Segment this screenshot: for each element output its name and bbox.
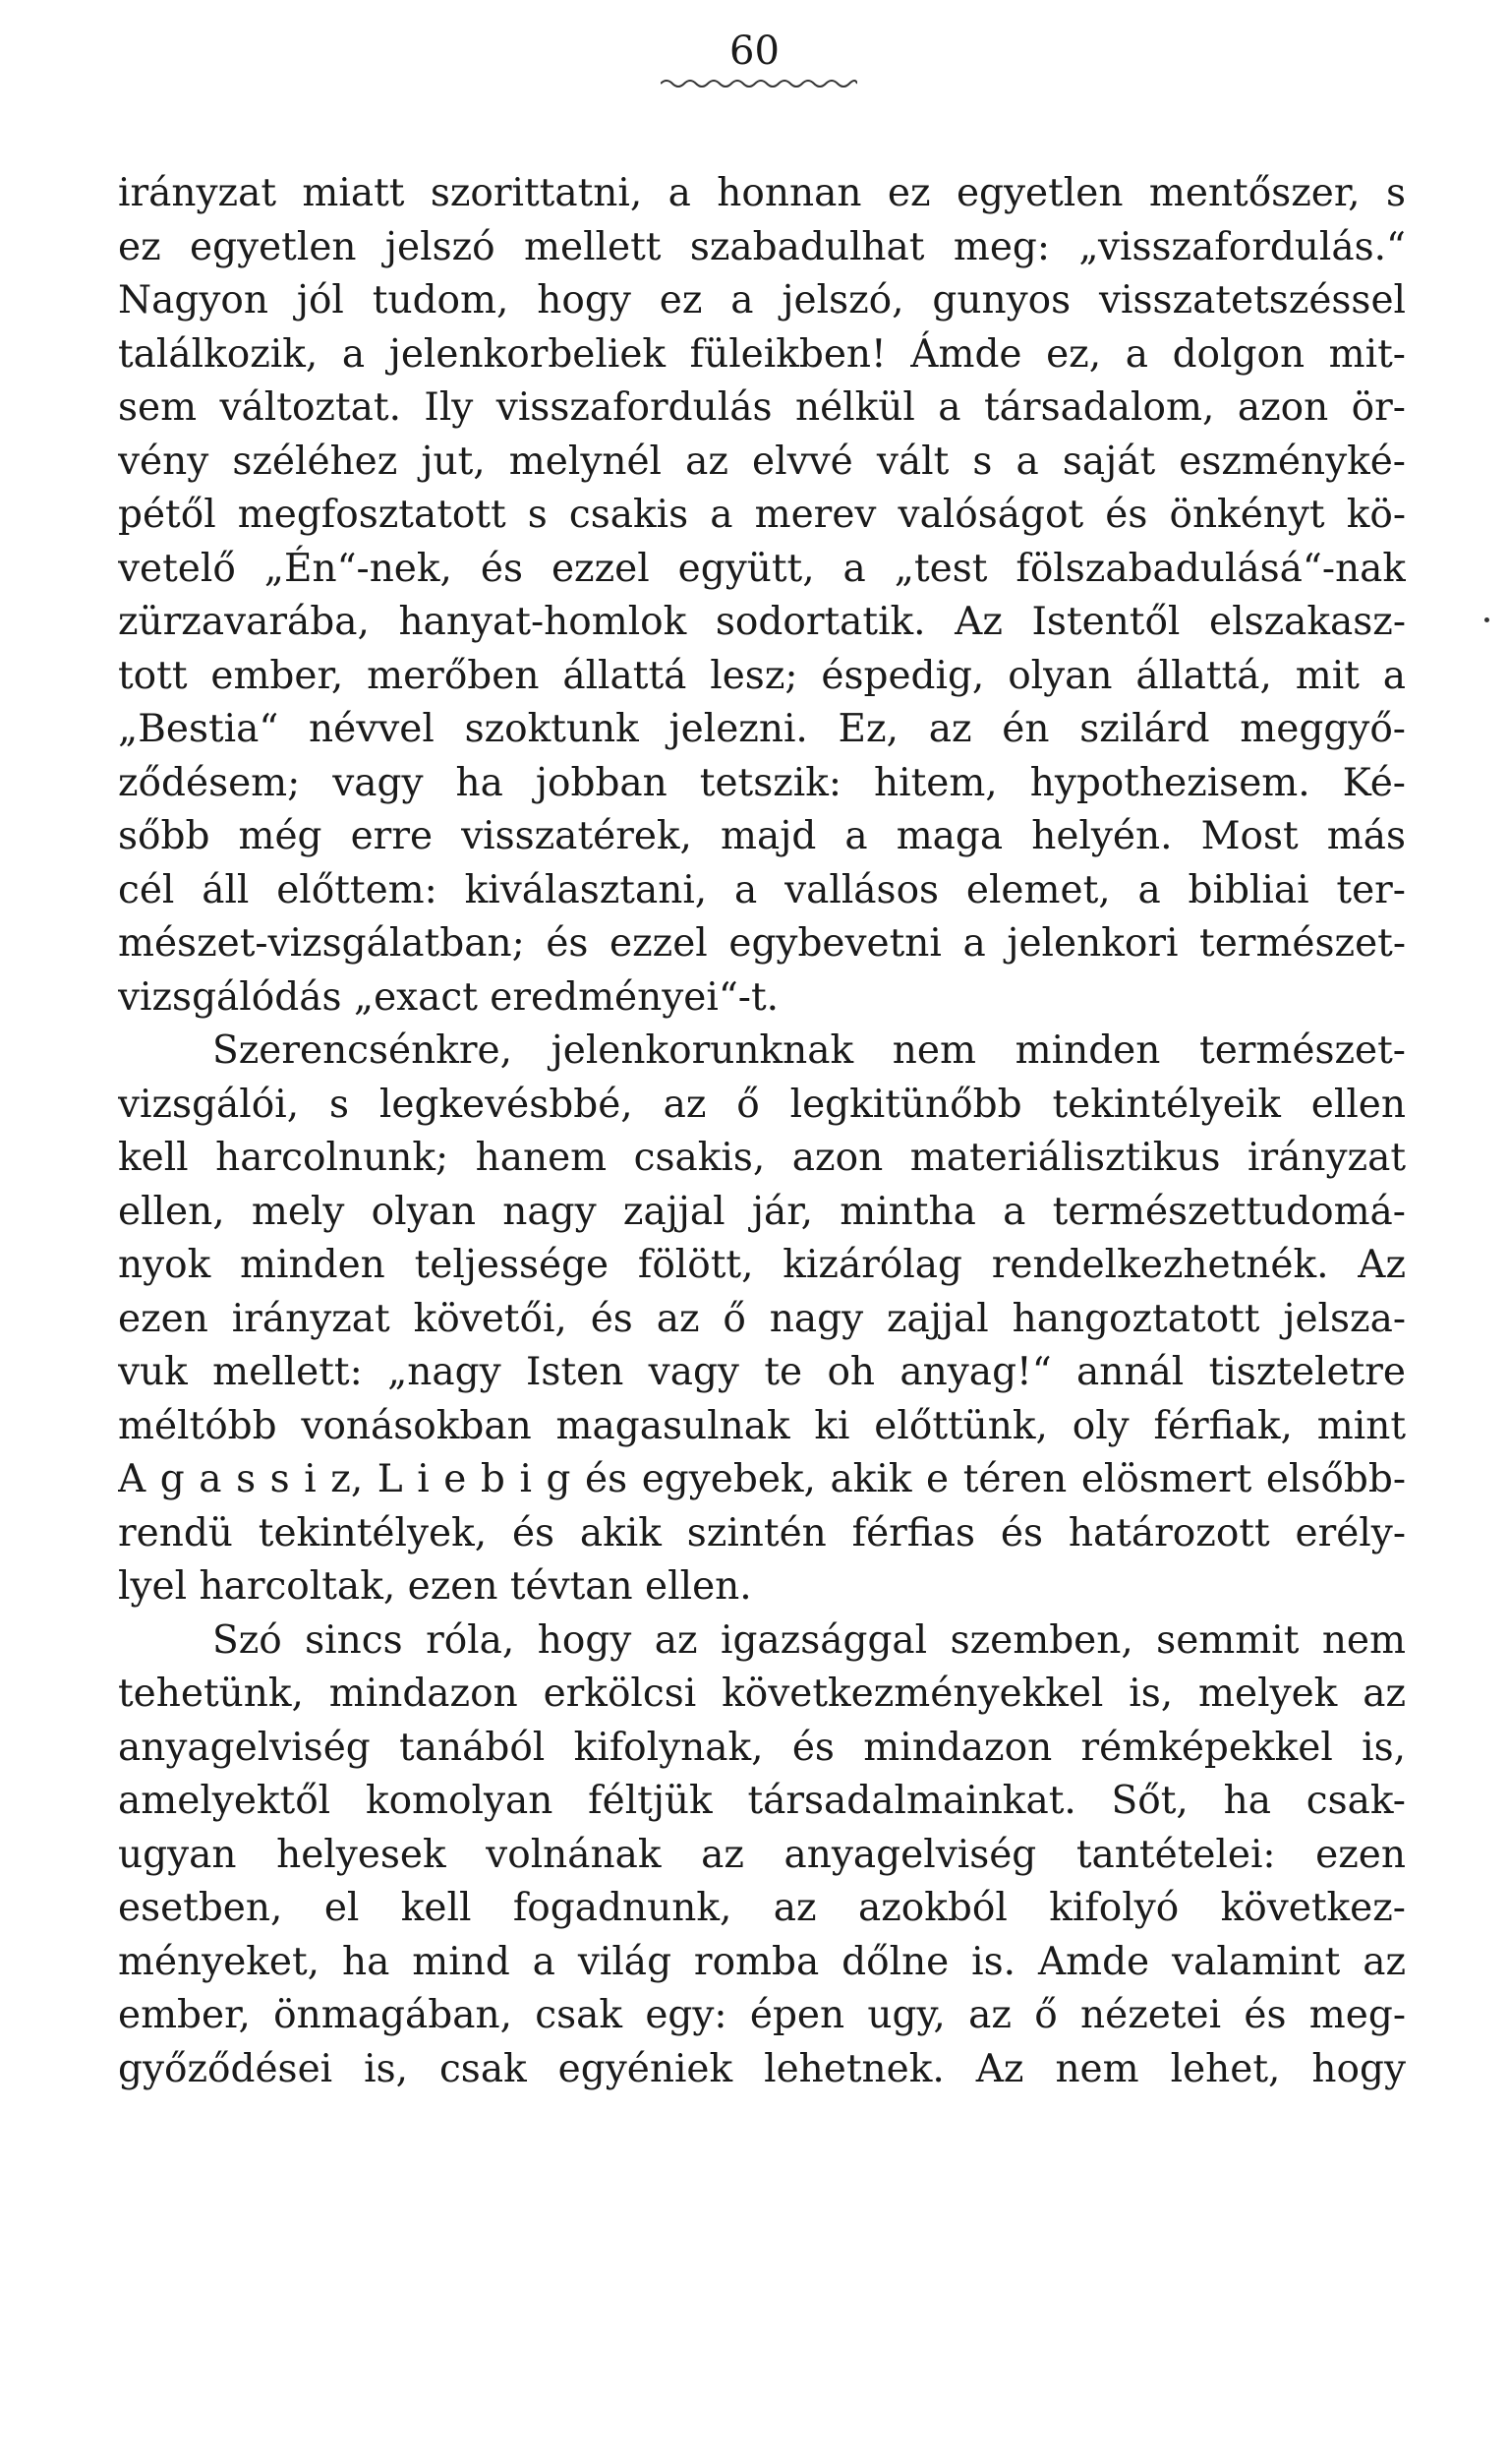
text-line: rendü tekintélyek, és akik szintén férfias és határozott erély- (118, 1510, 1406, 1555)
text-line: kell harcolnunk; hanem csakis, azon materiálisztikus irányzat (118, 1136, 1406, 1180)
text-line: „Bestia“ névvel szoktunk jelezni. Ez, az én szilárd meggyő- (118, 707, 1406, 751)
body-text (118, 167, 1406, 2096)
paragraph-1 (118, 167, 1406, 1025)
text-line: cél áll előttem: kiválasztani, a vallásos elemet, a bibliai ter- (118, 867, 1406, 912)
text-line: vetelő „Én“-nek, és ezzel együtt, a „test fölszabadulásá“-nak (118, 546, 1406, 591)
text-line: mészet-vizsgálatban; és ezzel egybevetni a jelenkori természet- (118, 921, 1406, 966)
text-line: vuk mellett: „nagy Isten vagy te oh anyag!“ annál tiszteletre (118, 1350, 1406, 1394)
text-line: ződésem; vagy ha jobban tetszik: hitem, hypothezisem. Ké- (118, 760, 1406, 805)
text-line: ezen irányzat követői, és az ő nagy zajjal hangoztatott jelsza- (118, 1296, 1406, 1341)
page-number: 60 (729, 29, 780, 74)
text-line: amelyektől komolyan féltjük társadalmainkat. Sőt, ha csak- (118, 1779, 1406, 1823)
paragraph-3 (118, 1614, 1406, 2097)
text-line: ember, önmagában, csak egy: épen ugy, az ő nézetei és meg- (118, 1993, 1406, 2037)
text-line: Szó sincs róla, hogy az igazsággal szemben, semmit nem (212, 1617, 1406, 1663)
margin-speck (1484, 617, 1489, 622)
text-line: ez egyetlen jelszó mellett szabadulhat meg: „visszafordulás.“ (118, 224, 1406, 269)
text-line: ugyan helyesek volnának az anyagelviség tantételei: ezen (118, 1832, 1406, 1877)
text-line: tehetünk, mindazon erkölcsi következményekkel is, melyek az (118, 1672, 1406, 1716)
text-line: zürzavarába, hanyat-homlok sodortatik. Az Istentől elszakasz- (118, 600, 1406, 644)
text-line: irányzat miatt szorittatni, a honnan ez egyetlen mentőszer, s (118, 171, 1406, 215)
text-line: ményeket, ha mind a világ romba dőlne is. Amde valamint az (118, 1939, 1406, 1984)
text-line: vizsgálódás „exact eredményei“-t. (118, 974, 780, 1020)
text-line: pétől megfosztatott s csakis a merev valóságot és önkényt kö- (118, 493, 1406, 537)
wavy-rule-ornament (661, 77, 857, 90)
text-line: A g a s s i z, L i e b i g és egyebek, akik e téren elösmert elsőbb- (118, 1457, 1406, 1501)
text-line: találkozik, a jelenkorbeliek füleikben! Ámde ez, a dolgon mit- (118, 331, 1406, 377)
paragraph-2 (118, 1025, 1406, 1614)
text-line: tott ember, merőben állattá lesz; éspedig, olyan állattá, mit a (118, 653, 1406, 698)
text-line: vény széléhez jut, melynél az elvvé vált s a saját eszményké- (118, 439, 1406, 484)
text-line: lyel harcoltak, ezen tévtan ellen. (118, 1564, 752, 1609)
text-line: Szerencsénkre, jelenkorunknak nem minden természet- (212, 1028, 1406, 1073)
text-line: sem változtat. Ily visszafordulás nélkül a társadalom, azon ör- (118, 385, 1406, 430)
text-line: nyok minden teljessége fölött, kizárólag rendelkezhetnék. Az (118, 1243, 1406, 1287)
text-line: méltóbb vonásokban magasulnak ki előttünk, oly férfiak, mint (118, 1403, 1406, 1448)
text-line: vizsgálói, s legkevésbbé, az ő legkitünőbb tekintélyeik ellen (118, 1082, 1406, 1127)
text-line: esetben, el kell fogadnunk, az azokból kifolyó következ- (118, 1886, 1406, 1930)
text-line: győződései is, csak egyéniek lehetnek. Az nem lehet, hogy (118, 2046, 1406, 2091)
text-line: sőbb még erre visszatérek, majd a maga helyén. Most más (118, 814, 1406, 858)
text-line: Nagyon jól tudom, hogy ez a jelszó, gunyos visszatetszéssel (118, 278, 1406, 323)
text-line: ellen, mely olyan nagy zajjal jár, mintha a természettudomá- (118, 1189, 1406, 1234)
text-line: anyagelviség tanából kifolynak, és mindazon rémképekkel is, (118, 1725, 1406, 1770)
